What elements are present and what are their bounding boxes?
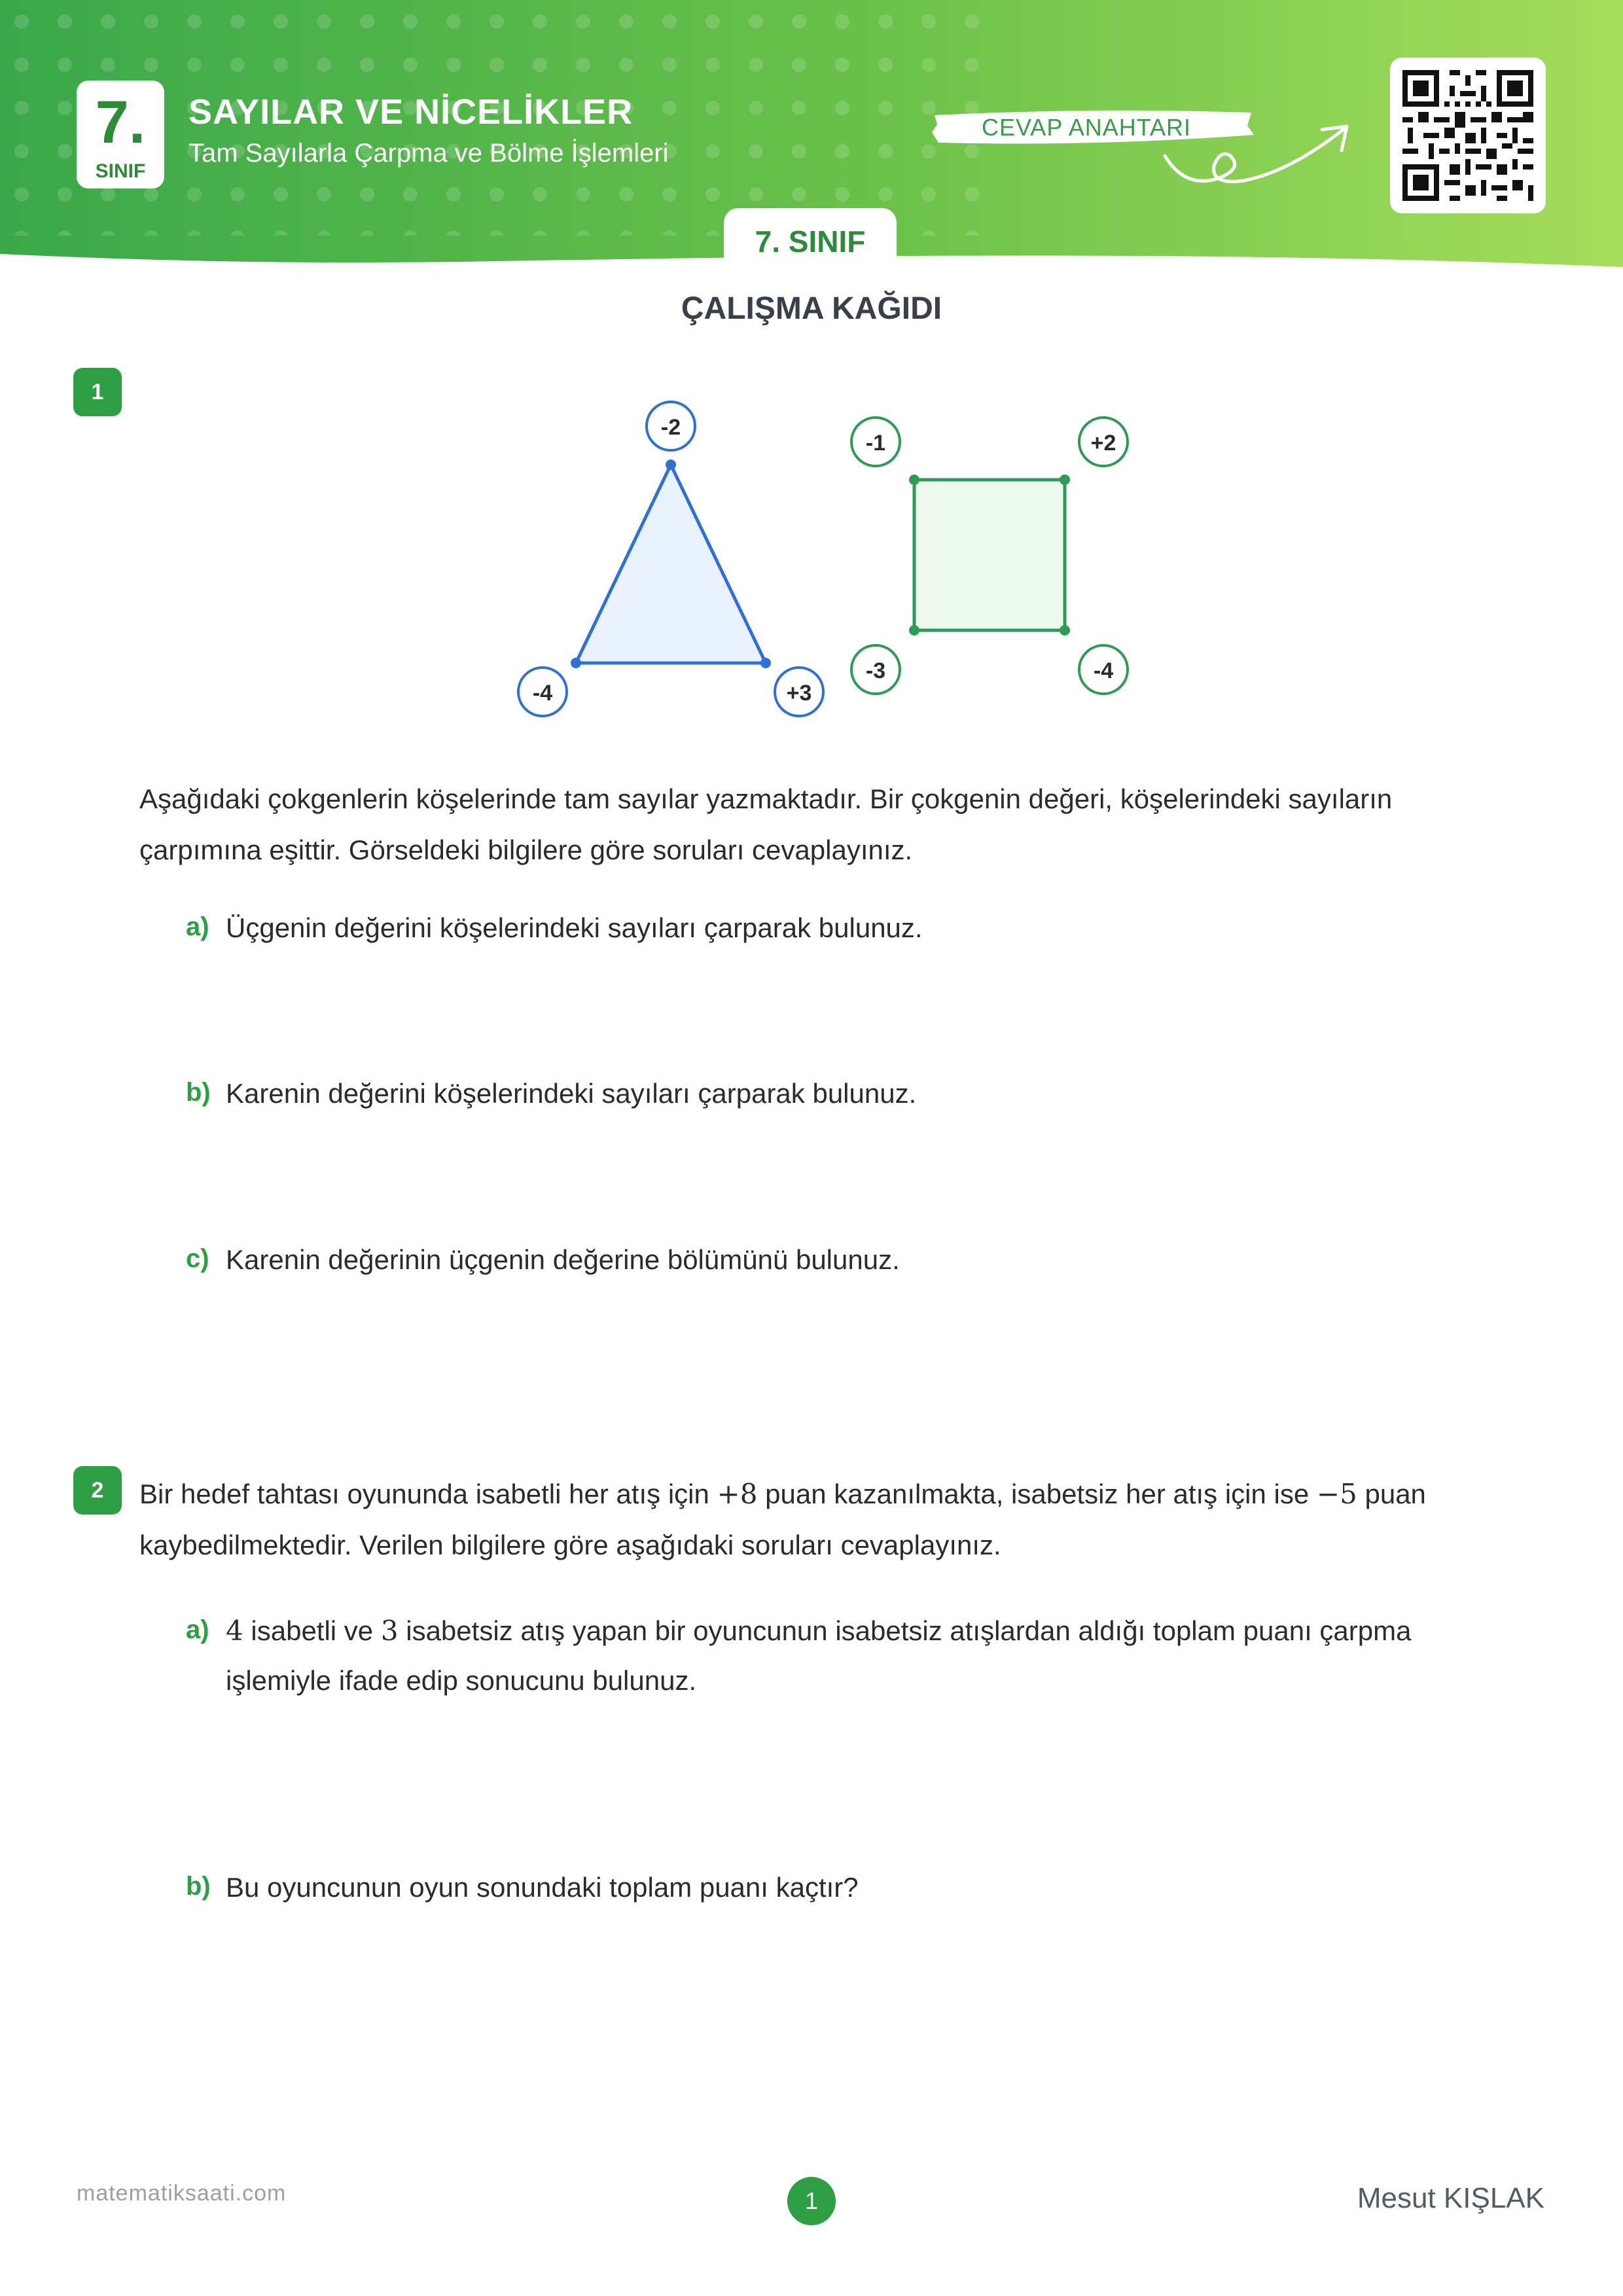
q2-intro (139, 1469, 1426, 1571)
q2a-text-part: isabetli ve (243, 1615, 381, 1646)
triangle-label-right (775, 668, 823, 716)
q2-text-part: Bir hedef tahtası oyununda isabetli her atış için (139, 1479, 717, 1509)
q2-intro-line-1 (139, 1469, 1426, 1520)
q2b-label: b) (186, 1872, 211, 1901)
triangle-vertex-dot (571, 658, 581, 668)
q1b-text: Karenin değerini köşelerindeki sayıları çarparak bulunuz. (226, 1078, 917, 1109)
page-number: 1 (787, 2177, 836, 2225)
footer-site[interactable]: matematiksaati.com (77, 2181, 287, 2206)
q2a-line-1 (226, 1606, 1411, 1656)
q1-intro-line-1: Aşağıdaki çokgenlerin köşelerinde tam sayılar yazmaktadır. Bir çokgenin değeri, köşelerindeki sayıların (139, 783, 1393, 814)
question-number-2: 2 (73, 1466, 122, 1515)
square-label-top-left (851, 418, 900, 466)
q2-intro-line-2: kaybedilmektedir. Verilen bilgilere göre aşağıdaki soruları cevaplayınız. (139, 1530, 1001, 1560)
question-number-1: 1 (73, 368, 122, 416)
svg-text:+3: +3 (786, 681, 812, 706)
q2a-text-part: isabetsiz atış yapan bir oyuncunun isabetsiz atışlardan aldığı toplam puanı çarpma (398, 1615, 1412, 1646)
square-shape (914, 480, 1065, 630)
triangle-vertex-dot (760, 658, 771, 668)
q1b-label: b) (186, 1078, 211, 1107)
q1c-label: c) (186, 1244, 209, 1273)
q1-intro (139, 774, 1392, 876)
grade-label: SINIF (95, 160, 146, 182)
q2-text-part: puan kazanılmakta, isabetsiz her atış için ise (757, 1479, 1317, 1509)
square-label-bottom-left (851, 645, 900, 694)
triangle-label-left (518, 668, 567, 716)
q2a-misses: 3 (380, 1615, 399, 1647)
q2b-text: Bu oyuncunun oyun sonundaki toplam puanı kaçtır? (226, 1872, 859, 1903)
q2-hit-points: +8 (717, 1478, 758, 1510)
triangle-label-top (647, 402, 695, 450)
square-label-top-right (1079, 418, 1128, 466)
footer-author: Mesut KIŞLAK (1357, 2182, 1544, 2214)
sheet-title: ÇALIŞMA KAĞIDI (681, 291, 942, 326)
grade-tab-label: 7. SINIF (755, 224, 866, 259)
unit-title: SAYILAR VE NİCELİKLER (188, 92, 633, 132)
square-vertex-dot (909, 475, 919, 485)
q2a-line-2: işlemiyle ifade edip sonucunu bulunuz. (226, 1665, 697, 1696)
triangle-shape (576, 465, 766, 663)
q1a-label: a) (186, 912, 209, 941)
q2-text-part: puan (1357, 1479, 1426, 1509)
square-vertex-dot (909, 625, 919, 636)
q2a-label: a) (186, 1615, 209, 1644)
polygon-diagram (0, 0, 1623, 753)
square-vertex-dot (1060, 475, 1070, 485)
square-label-bottom-right (1079, 645, 1128, 694)
q2-miss-points: −5 (1316, 1478, 1357, 1510)
svg-text:-4: -4 (1093, 658, 1114, 683)
square-vertex-dot (1060, 625, 1070, 636)
svg-text:-4: -4 (532, 681, 553, 706)
unit-subtitle: Tam Sayılarla Çarpma ve Bölme İşlemleri (188, 139, 669, 168)
grade-number: 7. (95, 89, 146, 156)
svg-text:+2: +2 (1090, 431, 1116, 456)
triangle-vertex-dot (666, 459, 676, 470)
q2a-text (226, 1606, 1411, 1706)
svg-text:-2: -2 (660, 415, 681, 440)
q1a-text: Üçgenin değerini köşelerindeki sayıları çarparak bulunuz. (226, 912, 923, 943)
svg-text:-3: -3 (865, 658, 886, 683)
q1-intro-line-2: çarpımına eşittir. Görseldeki bilgilere göre soruları cevaplayınız. (139, 834, 913, 865)
q2a-hits: 4 (226, 1615, 243, 1647)
answer-key-label: CEVAP ANAHTARI (981, 114, 1192, 141)
q1c-text: Karenin değerinin üçgenin değerine bölümünü bulunuz. (226, 1244, 900, 1275)
svg-text:-1: -1 (865, 431, 886, 456)
